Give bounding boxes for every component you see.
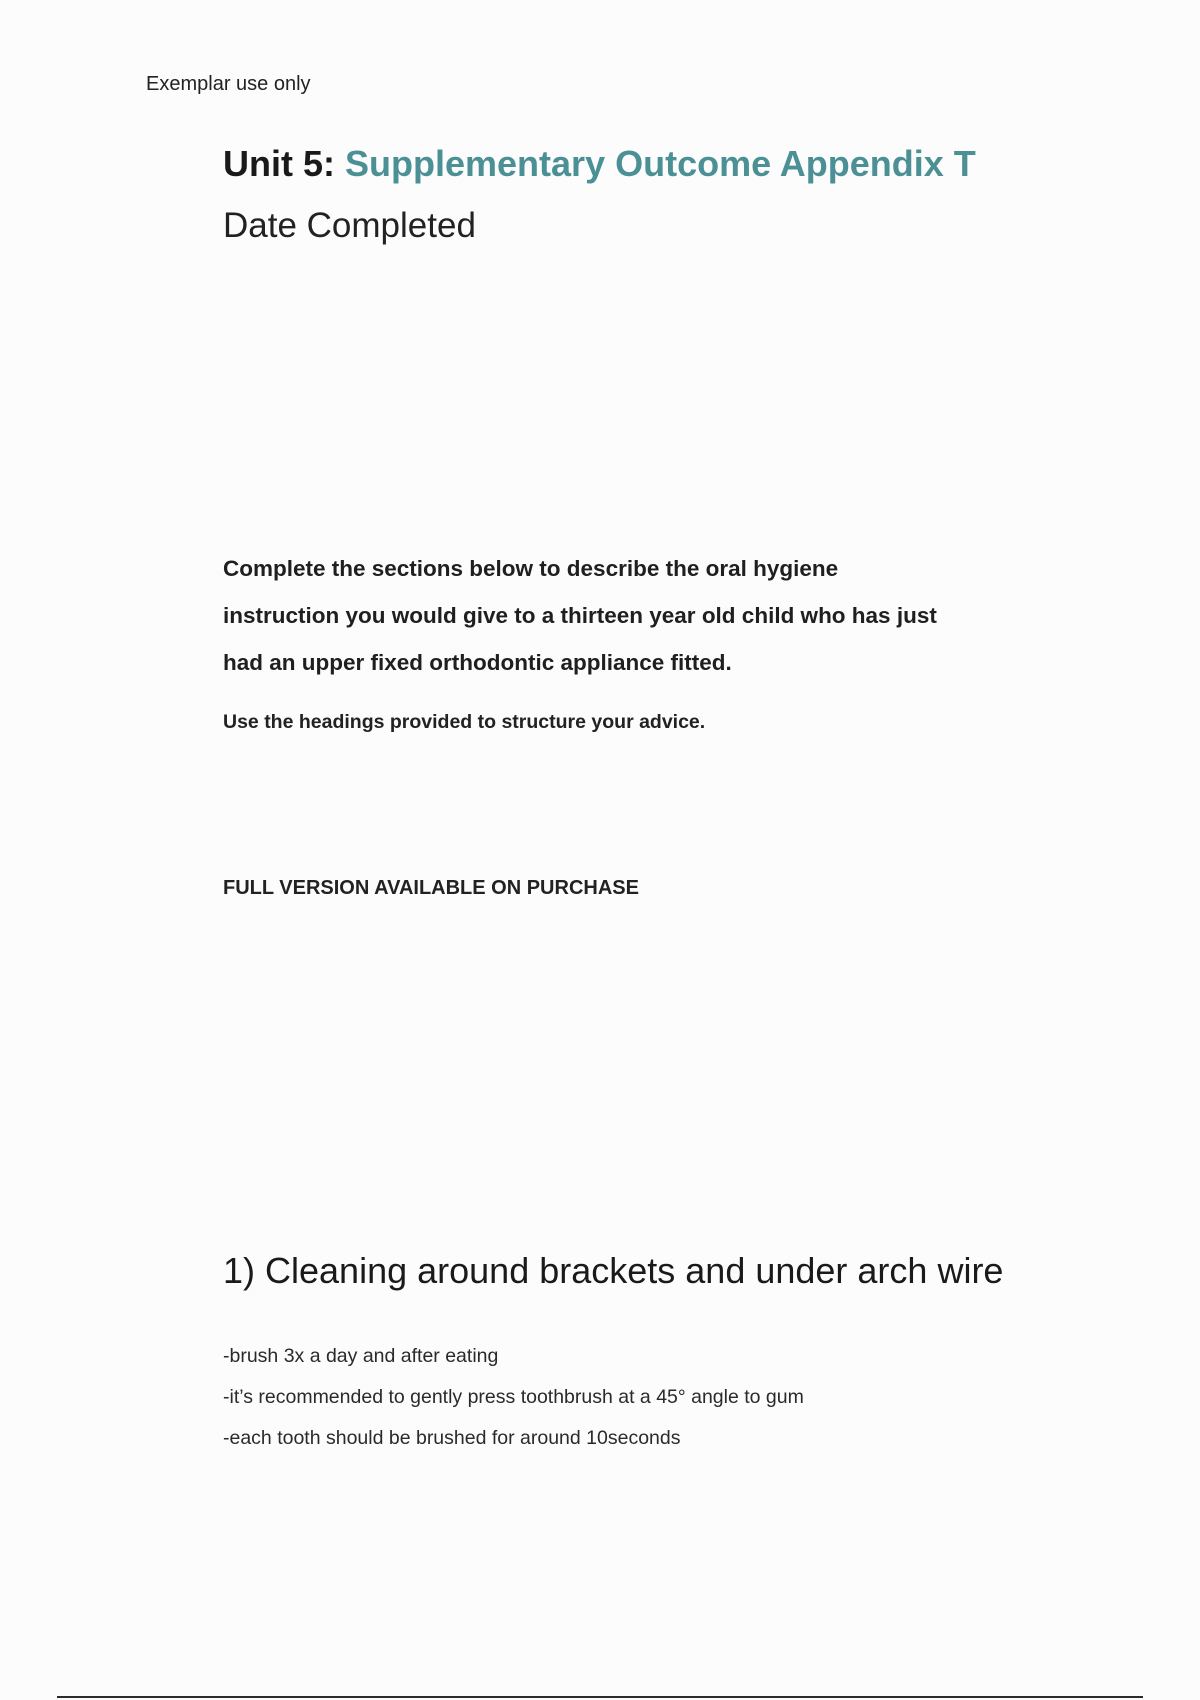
footer-divider bbox=[57, 1696, 1143, 1698]
instructions-line-3: had an upper fixed orthodontic appliance fitted. bbox=[223, 650, 732, 675]
purchase-notice: FULL VERSION AVAILABLE ON PURCHASE bbox=[223, 877, 639, 899]
title-accent: Supplementary Outcome Appendix T bbox=[345, 143, 976, 184]
page-title bbox=[223, 143, 976, 185]
header-note: Exemplar use only bbox=[146, 73, 311, 95]
title-prefix: Unit 5: bbox=[223, 143, 335, 184]
instructions-line-2: instruction you would give to a thirteen year old child who has just bbox=[223, 603, 937, 628]
instructions-subnote: Use the headings provided to structure your advice. bbox=[223, 711, 706, 733]
list-item: -it’s recommended to gently press toothbrush at a 45° angle to gum bbox=[223, 1386, 804, 1408]
list-item: -each tooth should be brushed for around 10seconds bbox=[223, 1427, 681, 1449]
date-completed-label: Date Completed bbox=[223, 206, 476, 245]
instructions-text bbox=[223, 545, 1023, 686]
section-1-bullet-list bbox=[223, 1342, 804, 1465]
instructions-line-1: Complete the sections below to describe the oral hygiene bbox=[223, 556, 839, 581]
section-1-heading: 1) Cleaning around brackets and under arch wire bbox=[223, 1250, 1004, 1291]
list-item: -brush 3x a day and after eating bbox=[223, 1345, 499, 1367]
